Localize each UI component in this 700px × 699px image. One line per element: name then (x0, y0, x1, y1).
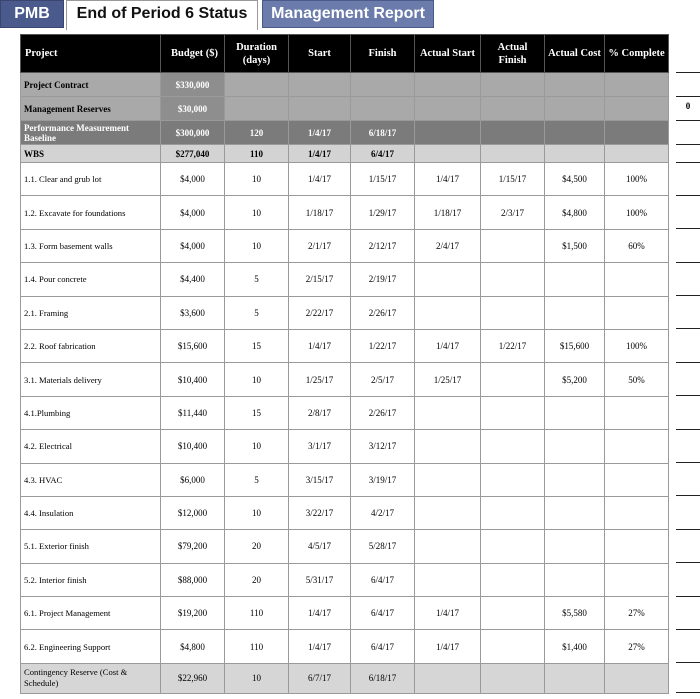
cell-start[interactable]: 1/4/17 (289, 329, 351, 362)
cell-actual-finish[interactable] (481, 263, 545, 296)
cell-actual-finish[interactable] (481, 563, 545, 596)
cell-budget[interactable]: $88,000 (161, 563, 225, 596)
cell-budget[interactable]: $10,400 (161, 363, 225, 396)
cell-finish[interactable]: 6/4/17 (351, 597, 415, 630)
cell-start[interactable]: 2/8/17 (289, 396, 351, 429)
cell-actual-start[interactable] (415, 463, 481, 496)
cell[interactable] (415, 145, 481, 163)
cell-actual-finish[interactable]: 2/3/17 (481, 196, 545, 229)
table-row (21, 563, 669, 596)
table-row (21, 496, 669, 529)
col-header-finish[interactable]: Finish (351, 35, 415, 73)
cell-budget[interactable]: $300,000 (161, 121, 225, 145)
cell[interactable] (289, 73, 351, 97)
table-row (21, 163, 669, 196)
cell-task-name[interactable]: 5.1. Exterior finish (21, 530, 161, 563)
row-performance-measurement-baseline (21, 121, 669, 145)
cell-actual-cost[interactable] (545, 296, 605, 329)
cell-actual-start[interactable] (415, 296, 481, 329)
cell-budget[interactable]: $3,600 (161, 296, 225, 329)
cell-budget[interactable]: $4,000 (161, 196, 225, 229)
cell[interactable] (481, 663, 545, 693)
cell-finish[interactable]: 2/5/17 (351, 363, 415, 396)
cell-label[interactable]: Contingency Reserve (Cost & Schedule) (21, 663, 161, 693)
cell-duration[interactable]: 20 (225, 530, 289, 563)
cell-duration[interactable]: 10 (225, 229, 289, 262)
cell-start[interactable]: 3/15/17 (289, 463, 351, 496)
cell-actual-start[interactable] (415, 530, 481, 563)
cell-duration[interactable]: 15 (225, 396, 289, 429)
cell-duration[interactable]: 5 (225, 463, 289, 496)
table-row (21, 597, 669, 630)
cell-task-name[interactable]: 2.2. Roof fabrication (21, 329, 161, 362)
cell-finish[interactable]: 3/12/17 (351, 430, 415, 463)
cell-actual-cost[interactable] (545, 563, 605, 596)
cell-start[interactable]: 5/31/17 (289, 563, 351, 596)
cell-actual-start[interactable]: 1/4/17 (415, 329, 481, 362)
row-divider (676, 144, 700, 145)
cell[interactable] (289, 97, 351, 121)
cell-task-name[interactable]: 6.2. Engineering Support (21, 630, 161, 663)
cell-actual-finish[interactable] (481, 296, 545, 329)
cell-actual-finish[interactable] (481, 530, 545, 563)
cell-duration[interactable]: 110 (225, 597, 289, 630)
tab-management-report[interactable]: Management Report (262, 0, 434, 28)
cell-actual-cost[interactable] (545, 496, 605, 529)
table-row (21, 363, 669, 396)
cell-duration[interactable]: 10 (225, 196, 289, 229)
col-header-duration[interactable]: Duration (days) (225, 35, 289, 73)
cell-actual-cost[interactable]: $15,600 (545, 329, 605, 362)
cell-actual-finish[interactable] (481, 229, 545, 262)
table-row (21, 463, 669, 496)
cell-task-name[interactable]: 1.1. Clear and grub lot (21, 163, 161, 196)
cell-finish[interactable]: 2/26/17 (351, 296, 415, 329)
row-project-contract (21, 73, 669, 97)
cell-actual-cost[interactable]: $1,400 (545, 630, 605, 663)
cell-finish[interactable]: 3/19/17 (351, 463, 415, 496)
cell-start[interactable]: 1/4/17 (289, 163, 351, 196)
cell-actual-cost[interactable]: $1,500 (545, 229, 605, 262)
cell-budget[interactable]: $6,000 (161, 463, 225, 496)
cell-task-name[interactable]: 4.3. HVAC (21, 463, 161, 496)
cell-budget[interactable]: $4,400 (161, 263, 225, 296)
cell-pct-complete[interactable] (605, 496, 669, 529)
cell[interactable] (481, 73, 545, 97)
cell-pct-complete[interactable]: 100% (605, 163, 669, 196)
cell-actual-start[interactable] (415, 396, 481, 429)
cell-actual-cost[interactable] (545, 396, 605, 429)
table-row (21, 263, 669, 296)
row-divider (676, 529, 700, 530)
cell-budget[interactable]: $330,000 (161, 73, 225, 97)
cell-actual-cost[interactable]: $5,200 (545, 363, 605, 396)
cell-label[interactable]: WBS (21, 145, 161, 163)
table-row (21, 229, 669, 262)
cell[interactable] (415, 663, 481, 693)
cell-finish[interactable]: 4/2/17 (351, 496, 415, 529)
cell-finish[interactable]: 2/12/17 (351, 229, 415, 262)
cell[interactable] (351, 73, 415, 97)
row-divider (676, 120, 700, 121)
cell-actual-finish[interactable] (481, 463, 545, 496)
cell-budget[interactable]: $277,040 (161, 145, 225, 163)
task-rows (21, 163, 669, 664)
table-row (21, 296, 669, 329)
cell[interactable] (225, 97, 289, 121)
row-divider (676, 195, 700, 196)
cell-start[interactable]: 1/4/17 (289, 630, 351, 663)
row-divider (676, 596, 700, 597)
col-header-project[interactable]: Project (21, 35, 161, 73)
cell-duration[interactable]: 110 (225, 630, 289, 663)
cell-duration[interactable]: 10 (225, 663, 289, 693)
cell-actual-finish[interactable] (481, 363, 545, 396)
cell[interactable] (605, 73, 669, 97)
cell-actual-finish[interactable] (481, 496, 545, 529)
table-row (21, 329, 669, 362)
cell-budget[interactable]: $12,000 (161, 496, 225, 529)
col-header-actual-start[interactable]: Actual Start (415, 35, 481, 73)
cell[interactable] (415, 97, 481, 121)
cell-pct-complete[interactable] (605, 530, 669, 563)
cell-actual-cost[interactable] (545, 430, 605, 463)
cell-pct-complete[interactable]: 100% (605, 329, 669, 362)
cell-budget[interactable]: $22,960 (161, 663, 225, 693)
cell-actual-cost[interactable]: $4,500 (545, 163, 605, 196)
cell-finish[interactable]: 2/26/17 (351, 396, 415, 429)
cell-task-name[interactable]: 6.1. Project Management (21, 597, 161, 630)
cell-pct-complete[interactable] (605, 263, 669, 296)
cell[interactable] (225, 73, 289, 97)
cell-budget[interactable]: $4,000 (161, 229, 225, 262)
cell[interactable] (545, 73, 605, 97)
cell-duration[interactable]: 5 (225, 263, 289, 296)
cell[interactable] (605, 663, 669, 693)
cell-actual-start[interactable] (415, 263, 481, 296)
row-divider (676, 328, 700, 329)
cell-start[interactable]: 2/1/17 (289, 229, 351, 262)
cell-duration[interactable]: 120 (225, 121, 289, 145)
cell[interactable] (415, 73, 481, 97)
table-row (21, 196, 669, 229)
cell-start[interactable]: 1/4/17 (289, 145, 351, 163)
tab-end-of-period-6-status[interactable]: End of Period 6 Status (66, 0, 258, 30)
management-reserve-extra-cell[interactable]: 0 (685, 101, 691, 111)
cell-actual-start[interactable] (415, 430, 481, 463)
cell[interactable] (605, 121, 669, 145)
col-header-pct-complete[interactable]: % Complete (605, 35, 669, 73)
cell-pct-complete[interactable] (605, 430, 669, 463)
cell-pct-complete[interactable]: 27% (605, 597, 669, 630)
cell[interactable] (545, 97, 605, 121)
cell-task-name[interactable]: 5.2. Interior finish (21, 563, 161, 596)
cell-duration[interactable]: 10 (225, 430, 289, 463)
cell-finish[interactable]: 1/22/17 (351, 329, 415, 362)
cell-actual-start[interactable] (415, 496, 481, 529)
cell[interactable] (415, 121, 481, 145)
table-row (21, 530, 669, 563)
cell-pct-complete[interactable] (605, 463, 669, 496)
cell-actual-cost[interactable]: $5,580 (545, 597, 605, 630)
cell[interactable] (545, 145, 605, 163)
cell-actual-finish[interactable] (481, 396, 545, 429)
cell-pct-complete[interactable] (605, 396, 669, 429)
row-divider (676, 462, 700, 463)
col-header-budget[interactable]: Budget ($) (161, 35, 225, 73)
adjacent-column-edge (676, 34, 700, 699)
cell-start[interactable]: 1/25/17 (289, 363, 351, 396)
cell-actual-start[interactable]: 2/4/17 (415, 229, 481, 262)
cell-start[interactable]: 4/5/17 (289, 530, 351, 563)
cell-actual-finish[interactable]: 1/22/17 (481, 329, 545, 362)
cell-actual-start[interactable]: 1/18/17 (415, 196, 481, 229)
cell-actual-start[interactable]: 1/4/17 (415, 630, 481, 663)
cell-start[interactable]: 1/4/17 (289, 597, 351, 630)
cell-budget[interactable]: $15,600 (161, 329, 225, 362)
cell-actual-finish[interactable] (481, 430, 545, 463)
row-divider (676, 692, 700, 693)
cell-duration[interactable]: 10 (225, 163, 289, 196)
cell-task-name[interactable]: 1.3. Form basement walls (21, 229, 161, 262)
row-divider (676, 228, 700, 229)
cell-duration[interactable]: 10 (225, 363, 289, 396)
cell-finish[interactable]: 5/28/17 (351, 530, 415, 563)
cell-start[interactable]: 3/1/17 (289, 430, 351, 463)
cell[interactable] (605, 145, 669, 163)
cell-actual-finish[interactable] (481, 630, 545, 663)
cell-duration[interactable]: 10 (225, 496, 289, 529)
cell-task-name[interactable]: 4.1.Plumbing (21, 396, 161, 429)
cell-budget[interactable]: $10,400 (161, 430, 225, 463)
cell-actual-cost[interactable] (545, 463, 605, 496)
cell-label[interactable]: Management Reserves (21, 97, 161, 121)
cell-pct-complete[interactable]: 50% (605, 363, 669, 396)
cell-start[interactable]: 2/15/17 (289, 263, 351, 296)
col-header-actual-finish[interactable]: Actual Finish (481, 35, 545, 73)
row-divider (676, 96, 700, 97)
row-divider (676, 395, 700, 396)
cell-start[interactable]: 6/7/17 (289, 663, 351, 693)
cell-finish[interactable]: 6/4/17 (351, 145, 415, 163)
cell-pct-complete[interactable]: 60% (605, 229, 669, 262)
cell[interactable] (481, 121, 545, 145)
cell-finish[interactable]: 6/4/17 (351, 563, 415, 596)
cell-budget[interactable]: $4,000 (161, 163, 225, 196)
cell-start[interactable]: 3/22/17 (289, 496, 351, 529)
cell-actual-cost[interactable] (545, 263, 605, 296)
cell-finish[interactable]: 1/29/17 (351, 196, 415, 229)
row-divider (676, 362, 700, 363)
cell-task-name[interactable]: 4.4. Insulation (21, 496, 161, 529)
cell-pct-complete[interactable] (605, 563, 669, 596)
row-divider (676, 429, 700, 430)
header-row (21, 35, 669, 73)
cell[interactable] (605, 97, 669, 121)
row-divider (676, 72, 700, 73)
col-header-actual-cost[interactable]: Actual Cost (545, 35, 605, 73)
cell-budget[interactable]: $19,200 (161, 597, 225, 630)
row-divider (676, 295, 700, 296)
col-header-start[interactable]: Start (289, 35, 351, 73)
cell[interactable] (351, 97, 415, 121)
cell-actual-start[interactable]: 1/25/17 (415, 363, 481, 396)
cell-finish[interactable]: 1/15/17 (351, 163, 415, 196)
cell-finish[interactable]: 6/4/17 (351, 630, 415, 663)
row-wbs (21, 145, 669, 163)
cell-pct-complete[interactable]: 100% (605, 196, 669, 229)
cell-label[interactable]: Project Contract (21, 73, 161, 97)
cell-actual-start[interactable]: 1/4/17 (415, 597, 481, 630)
cell-task-name[interactable]: 2.1. Framing (21, 296, 161, 329)
cell-budget[interactable]: $79,200 (161, 530, 225, 563)
row-management-reserves (21, 97, 669, 121)
cell-actual-start[interactable] (415, 563, 481, 596)
cell-actual-finish[interactable] (481, 597, 545, 630)
cell-pct-complete[interactable] (605, 296, 669, 329)
tab-pmb[interactable]: PMB (0, 0, 64, 28)
table-row (21, 396, 669, 429)
cell-pct-complete[interactable]: 27% (605, 630, 669, 663)
cell-task-name[interactable]: 4.2. Electrical (21, 430, 161, 463)
cell-duration[interactable]: 20 (225, 563, 289, 596)
cell-budget[interactable]: $11,440 (161, 396, 225, 429)
row-divider (676, 562, 700, 563)
cell-actual-cost[interactable]: $4,800 (545, 196, 605, 229)
status-table (20, 34, 669, 694)
cell-task-name[interactable]: 3.1. Materials delivery (21, 363, 161, 396)
cell-task-name[interactable]: 1.4. Pour concrete (21, 263, 161, 296)
cell-task-name[interactable]: 1.2. Excavate for foundations (21, 196, 161, 229)
cell-duration[interactable]: 110 (225, 145, 289, 163)
cell-start[interactable]: 1/4/17 (289, 121, 351, 145)
cell-actual-cost[interactable] (545, 530, 605, 563)
cell-actual-start[interactable]: 1/4/17 (415, 163, 481, 196)
row-divider (676, 162, 700, 163)
cell-budget[interactable]: $4,800 (161, 630, 225, 663)
cell-start[interactable]: 2/22/17 (289, 296, 351, 329)
cell-finish[interactable]: 6/18/17 (351, 121, 415, 145)
cell-start[interactable]: 1/18/17 (289, 196, 351, 229)
cell-label[interactable]: Performance Measurement Baseline (21, 121, 161, 145)
cell-actual-finish[interactable]: 1/15/17 (481, 163, 545, 196)
row-divider (676, 495, 700, 496)
table-row (21, 630, 669, 663)
cell[interactable] (545, 663, 605, 693)
row-contingency-reserve (21, 663, 669, 693)
cell-duration[interactable]: 15 (225, 329, 289, 362)
cell-finish[interactable]: 2/19/17 (351, 263, 415, 296)
cell[interactable] (481, 97, 545, 121)
table-row (21, 430, 669, 463)
row-divider (676, 262, 700, 263)
sheet-tab-bar (0, 0, 700, 32)
row-divider (676, 662, 700, 663)
row-divider (676, 629, 700, 630)
cell[interactable] (481, 145, 545, 163)
cell-finish[interactable]: 6/18/17 (351, 663, 415, 693)
cell-duration[interactable]: 5 (225, 296, 289, 329)
cell[interactable] (545, 121, 605, 145)
cell-budget[interactable]: $30,000 (161, 97, 225, 121)
